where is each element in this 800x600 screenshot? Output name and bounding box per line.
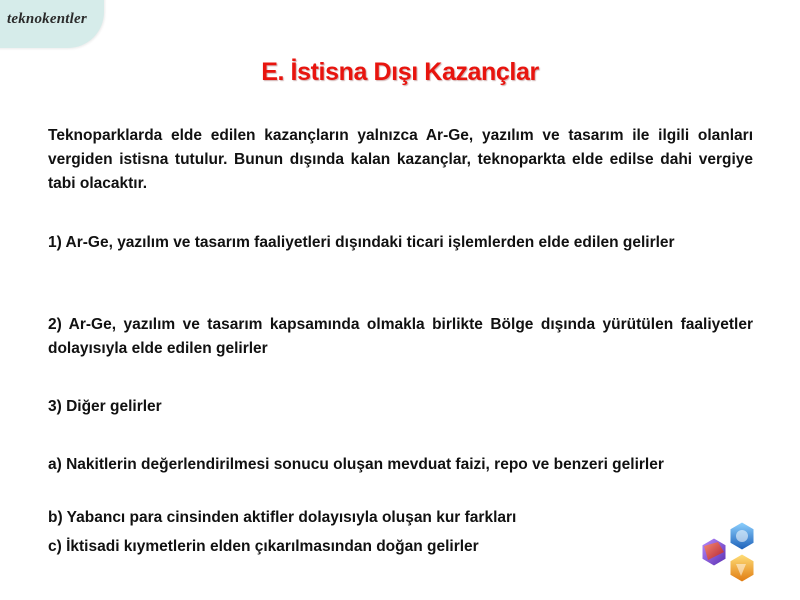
intro-paragraph: Teknoparklarda elde edilen kazançların yalnızca Ar-Ge, yazılım ve tasarım ile ilgili olanları vergiden istisna tutulur. Bunun dışında kalan kazançlar, teknoparkta elde edilse dahi vergiye tabi olacaktır. — [48, 127, 753, 192]
sub-list-item: a) Nakitlerin değerlendirilmesi sonucu oluşan mevduat faizi, repo ve benzeri gelirler — [48, 456, 664, 473]
list-item: 3) Diğer gelirler — [48, 398, 162, 415]
sub-list-item: b) Yabancı para cinsinden aktifler dolayısıyla oluşan kur farkları — [48, 509, 517, 526]
list-item: 1) Ar-Ge, yazılım ve tasarım faaliyetleri dışındaki ticari işlemlerden elde edilen gelirler — [48, 234, 675, 251]
sub-list-item: c) İktisadi kıymetlerin elden çıkarılmasından doğan gelirler — [48, 538, 479, 555]
slide-title: E. İstisna Dışı Kazançlar — [261, 58, 539, 86]
list-item: 2) Ar-Ge, yazılım ve tasarım kapsamında olmakla birlikte Bölge dışında yürütülen faaliyetler dolayısıyla elde edilen gelirler — [48, 316, 753, 357]
brand-label: teknokentler — [7, 11, 87, 27]
hexagon-logo-icon — [694, 520, 764, 590]
